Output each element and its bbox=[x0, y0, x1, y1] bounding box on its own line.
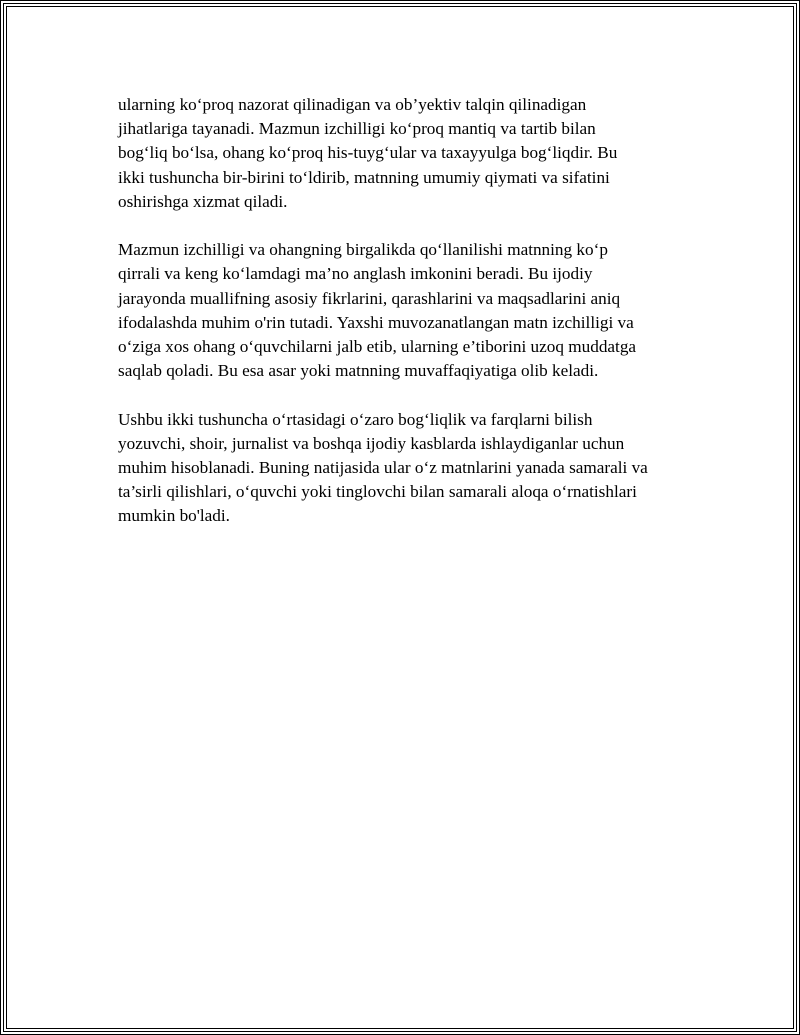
text-line: Mazmun izchilligi va ohangning birgalikda qo‘llanilishi matnning ko‘p bbox=[118, 240, 608, 260]
text-line: saqlab qoladi. Bu esa asar yoki matnning muvaffaqiyatiga olib keladi. bbox=[118, 361, 599, 381]
text-line: muhim hisoblanadi. Buning natijasida ular o‘z matnlarini yanada samarali va bbox=[118, 458, 648, 478]
text-line: jarayonda muallifning asosiy fikrlarini, qarashlarini va maqsadlarini aniq bbox=[118, 288, 621, 308]
text-line: jihatlariga tayanadi. Mazmun izchilligi ko‘proq mantiq va tartib bilan bbox=[118, 119, 596, 139]
text-line: qirrali va keng ko‘lamdagi ma’no anglash imkonini beradi. Bu ijodiy bbox=[118, 264, 593, 284]
text-line: mumkin bo'ladi. bbox=[118, 506, 230, 526]
text-line: bog‘liq bo‘lsa, ohang ko‘proq his-tuyg‘ular va taxayyulga bog‘liqdir. Bu bbox=[118, 143, 618, 163]
text-line: ularning ko‘proq nazorat qilinadigan va ob’yektiv talqin qilinadigan bbox=[118, 95, 587, 114]
text-line: ifodalashda muhim o'rin tutadi. Yaxshi muvozanatlangan matn izchilligi va bbox=[118, 312, 634, 332]
text-line: ta’sirli qilishlari, o‘quvchi yoki tinglovchi bilan samarali aloqa o‘rnatishlari bbox=[118, 482, 637, 502]
paragraph-1 bbox=[118, 93, 693, 214]
document-body bbox=[118, 93, 693, 553]
text-line: ikki tushuncha bir-birini to‘ldirib, matnning umumiy qiymati va sifatini bbox=[118, 167, 610, 187]
text-line: o‘ziga xos ohang o‘quvchilarni jalb etib, ularning e’tiborini uzoq muddatga bbox=[118, 337, 637, 357]
text-line: Ushbu ikki tushuncha o‘rtasidagi o‘zaro bog‘liqlik va farqlarni bilish bbox=[118, 409, 593, 429]
paragraph-3 bbox=[118, 408, 693, 529]
text-line: yozuvchi, shoir, jurnalist va boshqa ijodiy kasblarda ishlaydiganlar uchun bbox=[118, 433, 625, 453]
paragraph-2 bbox=[118, 238, 693, 383]
text-line: oshirishga xizmat qiladi. bbox=[118, 191, 288, 211]
